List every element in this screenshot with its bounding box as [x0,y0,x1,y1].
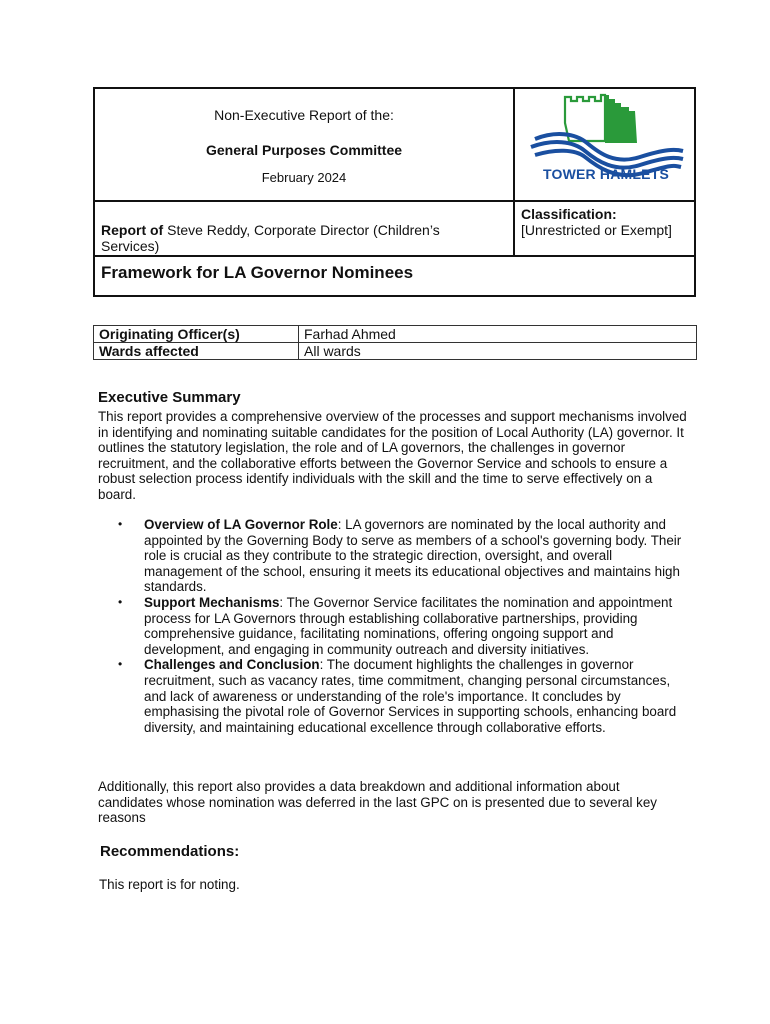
bullet-icon: • [118,594,123,609]
report-type: Non-Executive Report of the: [214,107,394,123]
recommendations-body: This report is for noting. [99,877,240,892]
document-title: Framework for LA Governor Nominees [101,263,414,282]
table-row [94,343,697,360]
bullet-text: : LA governors are nominated by the local authority and appointed by the Governing Body to serve as members of a school's governing body. Their role is crucial as they contribute to the strategic direction, oversight, and overall management of the school, ensuring it meets its educational objectives and maintains high standards. [144,517,682,595]
table-row [94,326,697,343]
report-header-box [93,87,696,297]
bullet-text: : The Governor Service facilitates the nomination and appointment process for LA Governors through establishing collaborative partnerships, providing comprehensive guidance, facilitating nominations, offering ongoing support and development, and engaging in community outreach and diversity initiatives. [144,594,673,657]
classification-value: [Unrestricted or Exempt] [521,222,672,238]
list-item [98,657,688,735]
executive-summary-heading: Executive Summary [98,389,241,406]
recommendations-heading: Recommendations: [100,843,240,860]
officer-label: Originating Officer(s) [94,326,299,343]
logo-text: TOWER HAMLETS [542,166,669,182]
header-divider-2 [95,255,694,257]
bullet-icon: • [118,657,123,672]
summary-bullet-list [98,517,688,735]
list-item [98,595,688,657]
additional-info-paragraph: Additionally, this report also provides a data breakdown and additional information about candidates whose nomination was deferred in the last GPC on is presented due to several key reasons [98,779,658,826]
bullet-title: Overview of LA Governor Role [144,517,338,532]
report-of [101,222,501,254]
report-date: February 2024 [261,170,347,185]
wards-label: Wards affected [94,343,299,360]
bullet-text: : The document highlights the challenges in governor recruitment, such as vacancy rates, time commitment, changing personal circumstances, and lack of awareness or understanding of the role's importance. It concludes by emphasising the pivotal role of Governor Services in supporting schools, enhancing board diversity, and maintaining educational excellence through collaborative efforts. [144,657,677,735]
bullet-title: Support Mechanisms [144,594,280,610]
classification [521,206,696,238]
bullet-title: Challenges and Conclusion [144,657,320,673]
classification-label: Classification: [521,206,617,222]
executive-summary-intro: This report provides a comprehensive overview of the processes and support mechanisms involved in identifying and nominating suitable candidates for the position of Local Authority (LA) governor. It outlines the statutory legislation, the role and of LA governors, the challenges in governor recruitment, and the collaborative efforts between the Governor Service and schools to ensure a robust selection process identify individuals with the skill and the time to serve effectively on a board. [98,409,687,502]
wards-value: All wards [299,343,697,360]
committee-name: General Purposes Committee [205,142,403,158]
report-of-value: Steve Reddy, Corporate Director (Children’s Services) [101,222,440,254]
header-divider-1 [95,200,694,202]
bullet-icon: • [118,517,123,531]
report-of-label: Report of [101,222,164,238]
officer-value: Farhad Ahmed [299,326,697,343]
list-item [98,517,688,595]
officer-table [93,325,697,360]
